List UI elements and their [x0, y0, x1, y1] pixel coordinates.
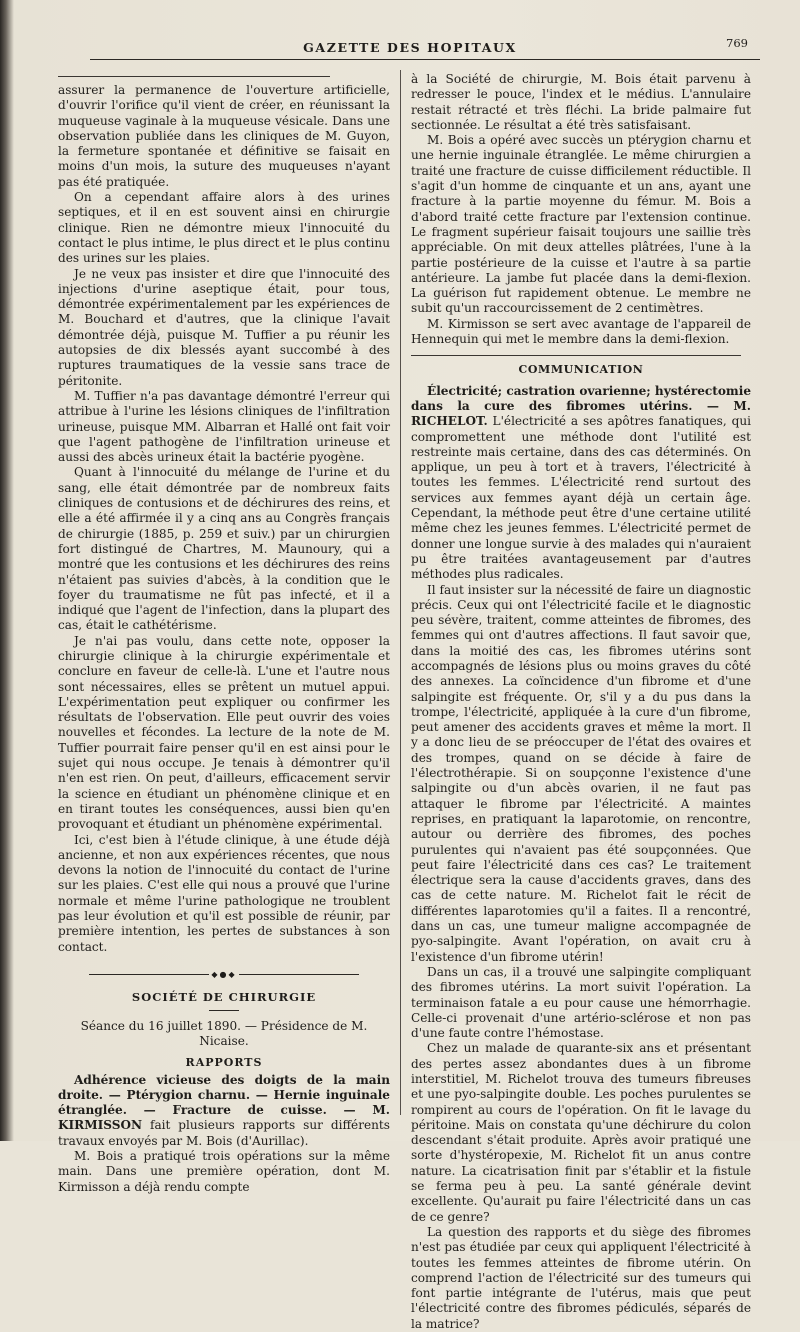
rapport-intro: fait plusieurs rapports sur différents travaux envoyés par M. Bois (d'Aurillac).	[58, 1118, 390, 1148]
paragraph: M. Bois a pratiqué trois opérations sur la même main. Dans une première opération, dont M. Kirmisson a déjà rendu compte	[58, 1149, 390, 1194]
communication-title: Électricité; castration ovarienne; hystérectomie dans la cure des fibromes utérins. — M. RICHELOT.	[411, 383, 752, 429]
right-column	[411, 72, 751, 1332]
paragraph: Il faut insister sur la nécessité de faire un diagnostic précis. Ceux qui ont l'électricité facile et le diagnostic peu sévère, traitent, comme atteintes de fibromes, des femmes qui ont d'autres affections. Il faut savoir que, dans la moitié des cas, les fibromes utérins sont accompagnés de lésions plus ou moins graves du côté des annexes. La coïncidence d'un fibrome et d'une salpingite est fréquente. Or, s'il y a du pus dans la trompe, l'électricité, appliquée à la cure d'un fibrome, peut amener des accidents graves et même la mort. Il y a donc lieu de se préoccuper de l'état des ovaires et des trompes, quand on se décide à faire de l'électrothérapie. Si on soupçonne l'existence d'une salpingite ou d'un abcès ovarien, il ne faut pas attaquer le fibrome par l'électricité. A maintes reprises, en pratiquant la laparotomie, on rencontre, autour ou derrière des fibromes, des poches purulentes qui n'avaient pas été soupçonnées. Que peut faire l'électricité dans ces cas? Le traitement électrique sera la cause d'accidents graves, dans des cas de cette nature. M. Richelot fait le récit de différentes laparotomies qu'il a faites. Il a rencontré, dans un cas, une tumeur maligne accompagnée de pyo-salpingite. Avant l'opération, on avait cru à l'existence d'un fibrome utérin!	[411, 582, 751, 964]
section-rule	[411, 355, 741, 356]
communication-intro: L'électricité a ses apôtres fanatiques, qui compromettent une méthode dont l'utilité est restreinte mais certaine, dans des cas déterminés. On applique, un peu à tort et à travers, l'électricité à toutes les femmes. L'électricité rend surtout des services aux femmes ayant déjà un certain âge. Cependant, la méthode peut être d'une certaine utilité même chez les jeunes femmes. L'électricité permet de donner une longue survie à des malades qui n'auraient pu être traitées avantageusement par d'autres méthodes plus radicales.	[411, 414, 751, 582]
page-number: 769	[726, 36, 748, 50]
paragraph: M. Bois a opéré avec succès un ptérygion charnu et une hernie inguinale étranglée. Le même chirurgien a traité une fracture de cuisse difficilement réductible. Il s'agit d'un homme de cinquante et un ans, ayant une fracture à la partie moyenne du fémur. M. Bois a d'abord traité cette fracture par l'extension continue. Le fragment supérieur faisait toujours une saillie très appréciable. On mit deux attelles plâtrées, l'une à la partie postérieure de la cuisse et l'autre à sa partie antérieure. La jambe fut placée dans la demi-flexion. La guérison fut rapidement obtenue. Le membre ne subit qu'un raccourcissement de 2 centimètres.	[411, 133, 751, 316]
paragraph: Ici, c'est bien à l'étude clinique, à une étude déjà ancienne, et non aux expériences récentes, que nous devons la notion de l'innocuité du contact de l'urine sur les plaies. C'est elle qui nous a prouvé que l'urine normale et même l'urine pathologique ne troublent pas leur évolution et qu'il est possible de réunir, par première intention, les pertes de substances à son contact.	[58, 832, 390, 954]
session-line: Séance du 16 juillet 1890. — Présidence de M. Nicaise.	[80, 1018, 368, 1048]
top-rule	[58, 76, 330, 77]
section-ornament: ◆●◆	[58, 967, 390, 982]
communication-heading: COMMUNICATION	[518, 363, 644, 377]
paragraph: Je n'ai pas voulu, dans cette note, opposer la chirurgie clinique à la chirurgie expérimentale et conclure en faveur de celle-là. L'une et l'autre nous sont nécessaires, elles se prêtent un mutuel appui. L'expérimentation peut expliquer ou confirmer les résultats de l'observation. Elle peut ouvrir des voies nouvelles et fécondes. La lecture de la note de M. Tuffier pourrait faire penser qu'il en est ainsi pour le sujet qui nous occupe. Je tenais à démontrer qu'il n'en est rien. On peut, d'ailleurs, efficacement servir la science en étudiant un phénomène clinique et en en tirant toutes les conséquences, aussi bien qu'en provoquant et étudiant un phénomène expérimental.	[58, 633, 390, 832]
header-rule	[90, 59, 760, 60]
paragraph: On a cependant affaire alors à des urines septiques, et il en est souvent ainsi en chirurgie clinique. Rien ne démontre mieux l'innocuité du contact le plus intime, le plus direct et le plus continu des urines sur les plaies.	[58, 190, 390, 266]
communication-paragraph	[411, 384, 751, 583]
paragraph: Quant à l'innocuité du mélange de l'urine et du sang, elle était démontrée par de nombreux faits cliniques de contusions et de déchirures des reins, et elle a été affirmée il y a cinq ans au Congrès français de chirurgie (1885, p. 259 et suiv.) par un chirurgien fort distingué de Chartres, M. Maunoury, qui a montré que les contusions et les déchirures des reins n'étaient pas suivies d'abcès, à la condition que le foyer du traumatisme ne fût pas infecté, et il a indiqué que l'agent de l'infection, dans la plupart des cas, était le cathétérisme.	[58, 465, 390, 633]
paragraph: assurer la permanence de l'ouverture artificielle, d'ouvrir l'orifice qu'il vient de créer, en réunissant la muqueuse vaginale à la muqueuse vésicale. Dans une observation publiée dans les cliniques de M. Guyon, la fermeture spontanée et définitive se faisait en moins d'un mois, la suture des muqueuses n'ayant pas été pratiquée.	[58, 83, 390, 189]
page-header	[60, 38, 760, 64]
journal-title: GAZETTE DES HOPITAUX	[303, 40, 517, 55]
paragraph: Je ne veux pas insister et dire que l'innocuité des injections d'urine aseptique était, pour tous, démontrée expérimentalement par les expériences de M. Bouchard et d'autres, que la clinique l'avait démontrée déjà, puisque M. Tuffier a pu réunir les autopsies de dix blessés ayant succombé à des ruptures traumatiques de la vessie sans trace de péritonite.	[58, 266, 390, 388]
paragraph: Dans un cas, il a trouvé une salpingite compliquant des fibromes utérins. La mort suivit l'opération. La terminaison fatale a eu pour cause une hémorrhagie. Celle-ci provenait d'une artério-sclérose et non pas d'une faute contre l'hémostase.	[411, 964, 751, 1041]
rapport-title: Adhérence vicieuse des doigts de la main droite. — Ptérygion charnu. — Hernie inguinale étranglée. — Fracture de cuisse. — M. KIRMISSON	[58, 1072, 390, 1133]
paragraph: Chez un malade de quarante-six ans et présentant des pertes assez abondantes dues à un fibrome interstitiel, M. Richelot trouva des tumeurs fibreuses et une pyo-salpingite double. Les poches purulentes se rompirent au cours de l'opération. On fit le lavage du péritoine. Mais on constata qu'une déchirure du colon descendant s'était produite. Après avoir pratiqué une sorte d'hystéropexie, M. Richelot fit un anus contre nature. La cicatrisation finit par s'établir et la fistule se ferma peu à peu. La santé générale devint excellente. Qu'aurait pu faire l'électricité dans un cas de ce genre?	[411, 1041, 751, 1224]
paragraph: à la Société de chirurgie, M. Bois était parvenu à redresser le pouce, l'index et le médius. L'annulaire restait rétracté et très fléchi. La bride palmaire fut sectionnée. Le résultat a été très satisfaisant.	[411, 72, 751, 132]
paragraph: M. Tuffier n'a pas davantage démontré l'erreur qui attribue à l'urine les lésions cliniques de l'infiltration urineuse, puisque MM. Albarran et Hallé ont fait voir que l'agent pathogène de l'infiltration urineuse et aussi des abcès urineux était la bactérie pyogène.	[58, 388, 390, 465]
rapport-paragraph	[58, 1073, 390, 1149]
section-title: SOCIÉTÉ DE CHIRURGIE	[131, 990, 317, 1005]
left-column	[58, 72, 390, 1195]
rapports-heading: RAPPORTS	[185, 1056, 263, 1070]
paragraph: La question des rapports et du siège des fibromes n'est pas étudiée par ceux qui appliquent l'électricité à toutes les femmes atteintes de fibrome utérin. On comprend l'action de l'électricité sur des tumeurs qui font partie intégrante de l'utérus, mais que peut l'électricité contre des fibromes pédiculés, séparés de la matrice?	[411, 1224, 751, 1331]
section-rule	[209, 1010, 239, 1011]
paragraph: M. Kirmisson se sert avec avantage de l'appareil de Hennequin qui met le membre dans la demi-flexion.	[411, 316, 751, 347]
column-divider	[400, 70, 401, 1115]
